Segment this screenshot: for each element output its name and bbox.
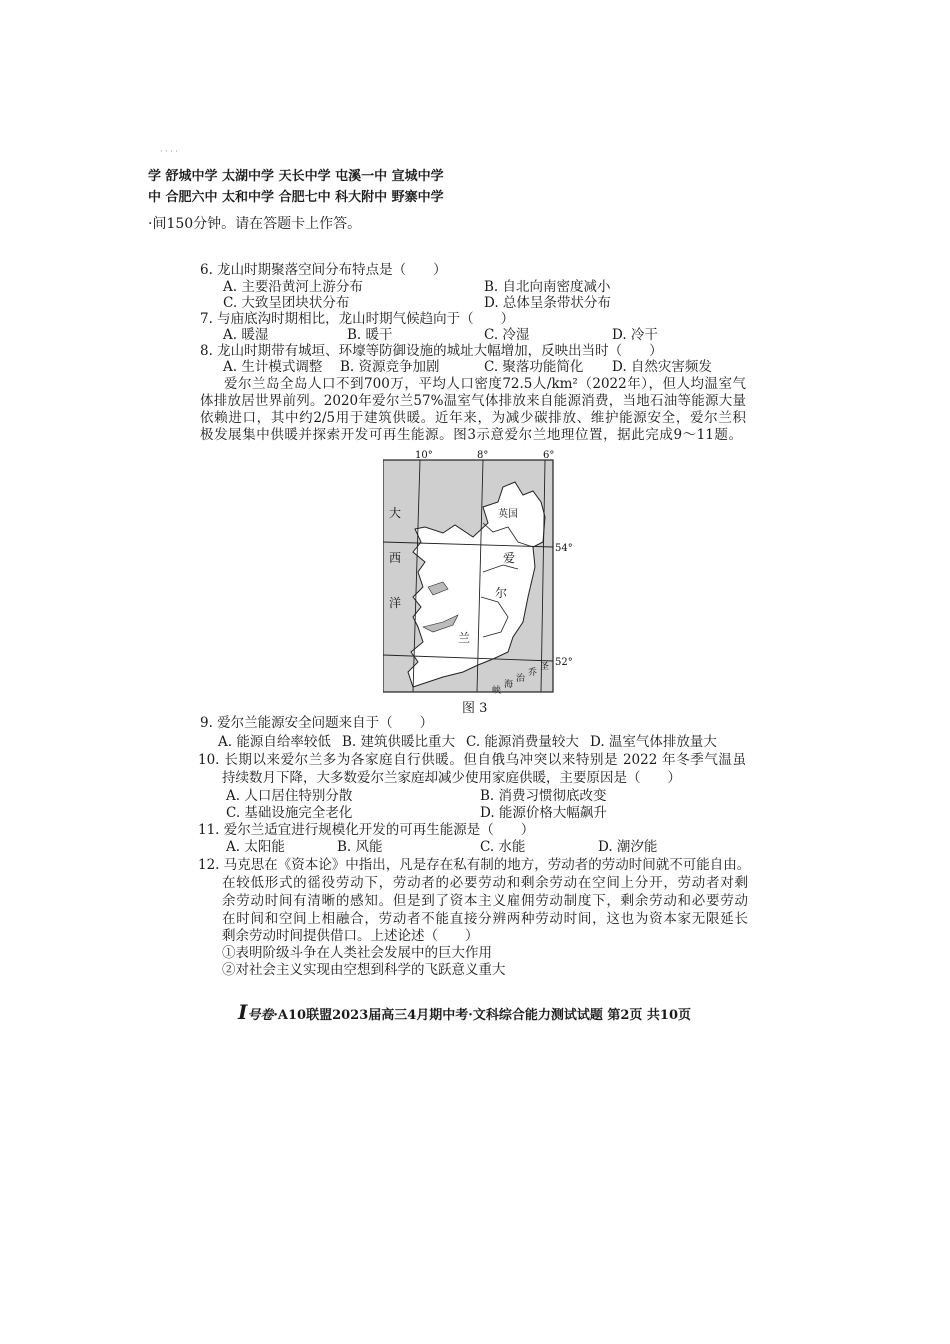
footer-logo-mark: I <box>238 1000 248 1024</box>
school-list-row-1: 学 舒城中学 太湖中学 天长中学 屯溪一中 宣城中学 <box>148 169 444 184</box>
question-6-stem: 6. 龙山时期聚落空间分布特点是（ ） <box>200 262 447 278</box>
question-6-option-b: B. 自北向南密度减小 <box>484 279 611 295</box>
question-6-option-c: C. 大致呈团块状分布 <box>223 295 350 311</box>
question-10-option-a: A. 人口居住特别分散 <box>226 788 353 804</box>
question-10-stem: 持续数月下降，大多数爱尔兰家庭却减少使用家庭供暖，主要原因是（ ） <box>222 770 681 786</box>
school-list-row-2: 中 合肥六中 太和中学 合肥七中 科大附中 野寨中学 <box>148 190 444 205</box>
channel-label: 治 <box>516 674 526 684</box>
question-9-option-c: C. 能源消费量较大 <box>466 734 579 750</box>
question-7-option-a: A. 暖湿 <box>223 327 269 343</box>
question-9-option-b: B. 建筑供暖比重大 <box>342 734 456 750</box>
question-9-option-a: A. 能源自给率较低 <box>218 734 331 750</box>
question-12-statement-1: ①表明阶级斗争在人类社会发展中的巨大作用 <box>222 945 492 961</box>
question-8-stem: 8. 龙山时期带有城垣、环壕等防御设施的城址大幅增加，反映出当时（ ） <box>200 343 663 359</box>
ocean-label: 西 <box>389 551 402 565</box>
country-label: 爱 <box>503 551 516 565</box>
question-8-option-a: A. 生计模式调整 <box>223 359 323 375</box>
question-8-option-b: B. 资源竞争加剧 <box>340 359 440 375</box>
question-11-option-c: C. 水能 <box>480 839 526 855</box>
ireland-map-figure <box>383 447 573 699</box>
page-footer <box>238 1000 691 1024</box>
question-12-statement-2: ②对社会主义实现由空想到科学的飞跃意义重大 <box>222 962 506 978</box>
ocean-label: 洋 <box>389 596 402 610</box>
question-8-option-d: D. 自然灾害频发 <box>612 359 712 375</box>
question-8-option-c: C. 聚落功能简化 <box>484 359 584 375</box>
ocean-label: 大 <box>389 506 402 520</box>
question-6-option-a: A. 主要沿黄河上游分布 <box>223 279 363 295</box>
passage-line: 依赖进口，其中约2/5用于建筑供暖。近年来，为减少碳排放、维护能源安全，爱尔兰积 <box>200 410 746 426</box>
question-7-option-c: C. 冷湿 <box>484 327 530 343</box>
channel-label: 海 <box>504 680 514 690</box>
lat-label: 54° <box>555 543 573 554</box>
lat-label: 52° <box>555 657 573 668</box>
passage-line: 体排放居世界前列。2020年爱尔兰57%温室气体排放来自能源消费，当地石油等能源大量 <box>200 393 746 409</box>
passage-line: 极发展集中供暖并探索开发可再生能源。图3示意爱尔兰地理位置，据此完成9～11题。 <box>200 427 742 443</box>
question-9-option-d: D. 温室气体排放量大 <box>590 734 717 750</box>
lon-label: 6° <box>543 450 555 461</box>
question-6-option-d: D. 总体呈条带状分布 <box>484 295 611 311</box>
question-12-stem: 在时间和空间上相融合，劳动者不能直接分辨两种劳动时间，这也为资本家无限延长 <box>222 911 748 927</box>
country-label: 兰 <box>458 631 471 645</box>
question-11-option-b: B. 风能 <box>337 839 383 855</box>
footer-logo: 号卷 <box>247 1008 274 1023</box>
question-12-stem: 余劳动时间有清晰的感知。但是到了资本主义雇佣劳动制度下，剩余劳动和必要劳动 <box>222 893 748 909</box>
footer-text: ·A10联盟2023届高三4月期中考·文科综合能力测试试题 第2页 共10页 <box>273 1008 692 1023</box>
question-10-option-d: D. 能源价格大幅飙升 <box>480 805 607 821</box>
question-7-option-d: D. 冷干 <box>612 327 658 343</box>
question-7-option-b: B. 暖干 <box>347 327 393 343</box>
question-11-option-d: D. 潮汐能 <box>598 839 658 855</box>
question-9-stem: 9. 爱尔兰能源安全问题来自于（ ） <box>200 715 434 731</box>
question-11-stem: 11. 爱尔兰适宜进行规模化开发的可再生能源是（ ） <box>198 822 535 838</box>
question-12-stem: 12. 马克思在《资本论》中指出，凡是存在私有制的地方，劳动者的劳动时间就不可能自由。 <box>198 857 751 873</box>
channel-label: 圣 <box>540 662 550 672</box>
exam-instruction: ·间150分钟。请在答题卡上作答。 <box>148 216 362 232</box>
question-7-stem: 7. 与庙底沟时期相比，龙山时期气候趋向于（ ） <box>200 311 515 327</box>
question-11-option-a: A. 太阳能 <box>226 839 285 855</box>
scan-artifact: · · · · <box>160 147 178 156</box>
channel-label: 峡 <box>492 686 502 696</box>
question-12-stem: 剩余劳动时间提供借口。上述论述（ ） <box>222 928 479 944</box>
question-10-stem: 10. 长期以来爱尔兰多为各家庭自行供暖。但自俄乌冲突以来特别是 2022 年冬季气温虽 <box>198 752 746 768</box>
passage-line: 爱尔兰岛全岛人口不到700万，平均人口密度72.5人/km²（2022年），但人均温室气 <box>224 376 746 392</box>
channel-label: 乔 <box>528 668 538 678</box>
lon-label: 8° <box>477 450 489 461</box>
lon-label: 10° <box>415 450 433 461</box>
uk-label: 英国 <box>498 509 518 520</box>
question-10-option-b: B. 消费习惯彻底改变 <box>480 788 607 804</box>
country-label: 尔 <box>495 586 508 600</box>
figure-caption: 图 3 <box>462 701 488 716</box>
question-10-option-c: C. 基础设施完全老化 <box>226 805 353 821</box>
question-12-stem: 在较低形式的徭役劳动下，劳动者的必要劳动和剩余劳动在空间上分开，劳动者对剩 <box>222 875 748 891</box>
